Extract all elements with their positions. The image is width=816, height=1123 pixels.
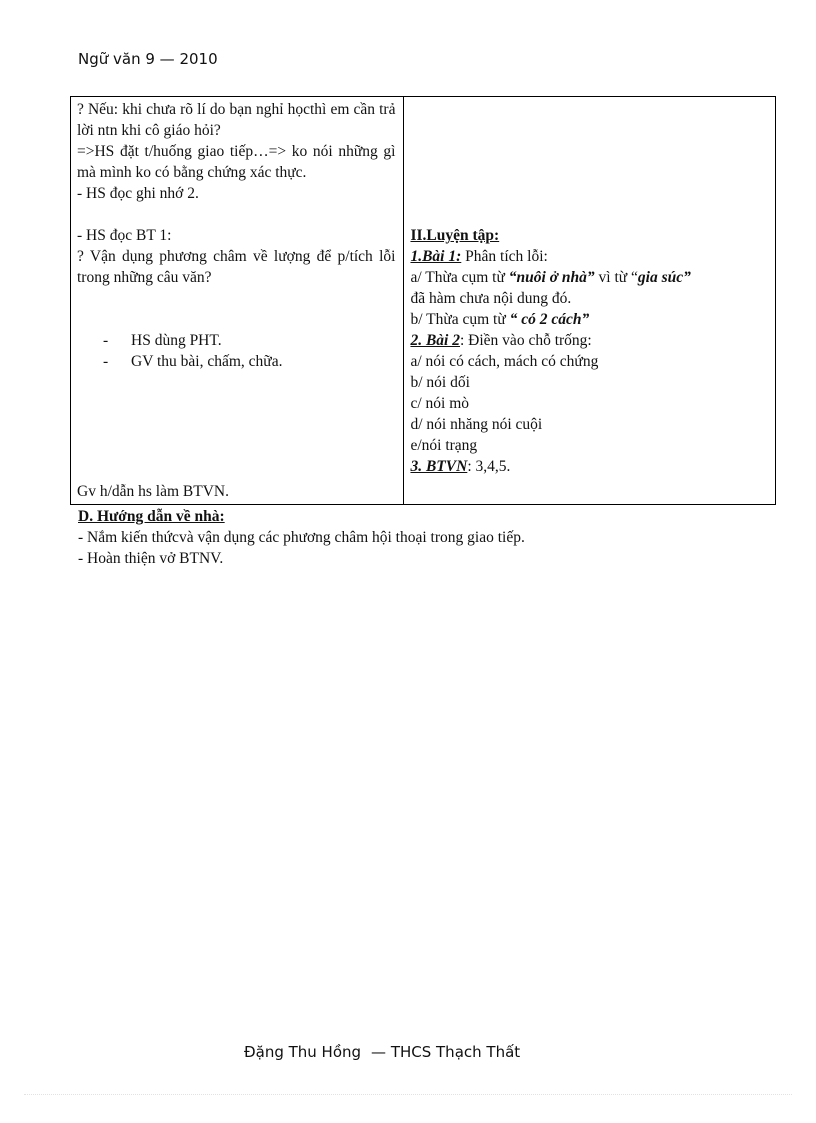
exercise2-row: [410, 330, 767, 351]
list-item: b/ nói dối: [410, 374, 470, 391]
answer-b-row: b/ Thừa cụm từ “ có 2 cách”: [410, 311, 590, 328]
phrase-co-2-cach: “ có 2 cách”: [509, 311, 590, 328]
exercise1-label: 1.Bài 1:: [410, 248, 462, 265]
exercise2-label: 2. Bài 2: [410, 332, 460, 349]
list-item: - GV thu bài, chấm, chữa.: [77, 351, 395, 372]
teacher-activities-cell: [71, 97, 404, 505]
situation-line: =>HS đặt t/huống giao tiếp…=> ko nói những gì mà mình ko có bằng chứng xác thực.: [77, 143, 396, 181]
exercise1-row: [410, 246, 767, 267]
exercise1-text: Phân tích lỗi:: [461, 248, 548, 265]
section-d-title: D. Hướng dẫn về nhà:: [78, 508, 225, 525]
btvn-label: 3. BTVN: [410, 458, 468, 475]
btvn-text: : 3,4,5.: [467, 458, 511, 475]
list-item: c/ nói mò: [410, 395, 470, 412]
list-item: - Nắm kiến thứcvà vận dụng các phương châm hội thoại trong giao tiếp.: [78, 529, 525, 546]
answer-a-row: a/ Thừa cụm từ “nuôi ở nhà” vì từ “gia súc”: [410, 269, 691, 286]
phrase-gia-suc: gia súc”: [637, 269, 691, 286]
list-item: e/nói trạng: [410, 437, 478, 454]
list-item: - HS dùng PHT.: [77, 330, 395, 351]
question-line: ? Nếu: khi chưa rõ lí do bạn nghỉ họcthì em cần trả lời ntn khi cô giáo hỏi?: [77, 101, 396, 139]
footer-school: — THCS Thạch Thất: [371, 1043, 521, 1061]
practice-heading: II.Luyện tập:: [410, 227, 500, 244]
bottom-divider: [24, 1094, 792, 1095]
exercise2-text: : Điền vào chỗ trống:: [460, 332, 592, 349]
page-footer: [244, 1043, 520, 1061]
content-cell: [404, 97, 776, 505]
exercise1-line: - HS đọc BT 1:: [77, 227, 172, 244]
homework-section: [78, 506, 525, 569]
list-item: d/ nói nhăng nói cuội: [410, 416, 543, 433]
page-header: Ngữ văn 9 — 2010: [78, 50, 218, 68]
answer-a-continued: đã hàm chưa nội dung đó.: [410, 290, 572, 307]
btvn-row: [410, 456, 767, 477]
phrase-nuoi-o-nha: “nuôi ở nhà”: [508, 269, 595, 286]
apply-question-line: ? Vận dụng phương châm về lượng để p/tích lỗi trong những câu văn?: [77, 248, 396, 286]
memo-line: - HS đọc ghi nhớ 2.: [77, 185, 199, 202]
homework-guide-line: Gv h/dẫn hs làm BTVN.: [77, 483, 229, 500]
footer-author: Đặng Thu Hồng: [244, 1043, 362, 1061]
list-item: - Hoàn thiện vở BTNV.: [78, 550, 224, 567]
list-item: a/ nói có cách, mách có chứng: [410, 353, 599, 370]
lesson-table: [70, 96, 776, 505]
